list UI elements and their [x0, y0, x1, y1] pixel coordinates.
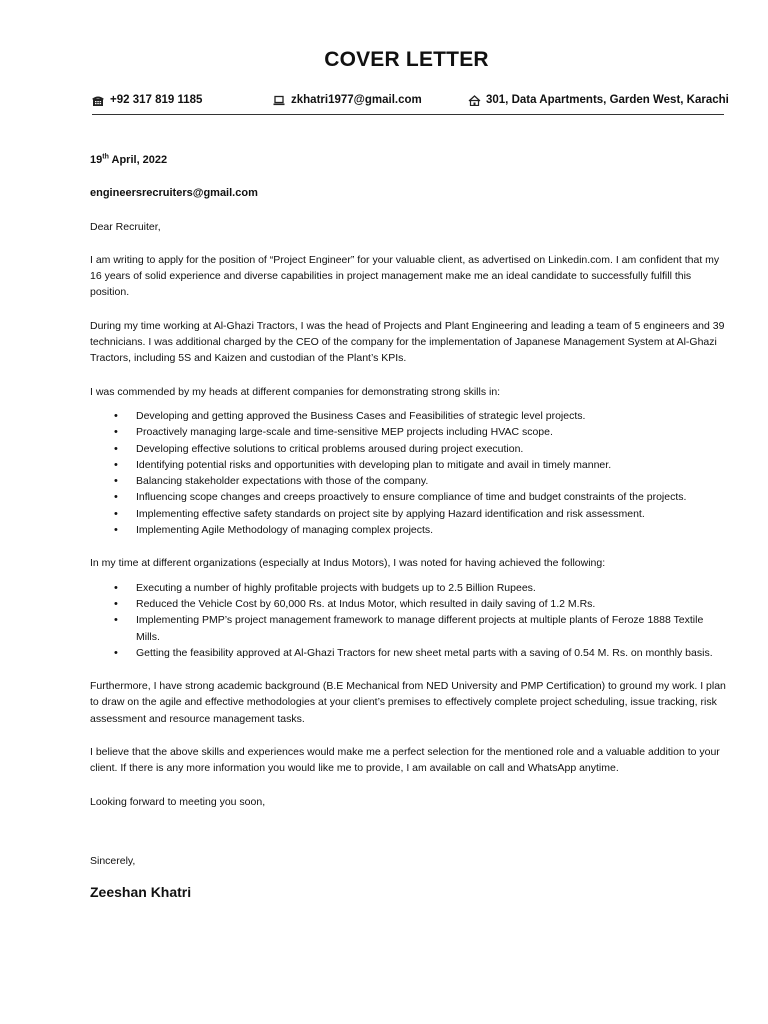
letter-date: [90, 152, 730, 168]
list-item: • Executing a number of highly profitable projects with budgets up to 2.5 Billion Rupees.: [90, 580, 730, 596]
list-item: • Reduced the Vehicle Cost by 60,000 Rs. at Indus Motor, which resulted in daily saving of 1.2 M.Rs.: [90, 596, 730, 612]
letter-body: [90, 152, 730, 901]
paragraph-intro: I am writing to apply for the position of “Project Engineer” for your valuable client, as advertised on Linkedin.com. I am confident that my 16 years of solid experience and diverse capabilities in project management make me an ideal candidate to successfully fulfill this position.: [90, 253, 720, 299]
list-item: • Implementing Agile Methodology of managing complex projects.: [90, 522, 730, 538]
sender-name: Zeeshan Khatri: [90, 884, 192, 901]
signature-space: [90, 827, 730, 853]
document-title: COVER LETTER: [324, 48, 489, 71]
paragraph-experience: During my time working at Al-Ghazi Tractors, I was the head of Projects and Plant Engineering and leading a team of 5 engineers and 39 technicians. I was additional charged by the CEO of the company for the implementation of Japanese Management System at Al-Ghazi Tractors, including 5S and Kaizen and custodian of the Plant’s KPIs.: [90, 319, 725, 365]
email-address: zkhatri1977@gmail.com: [291, 94, 422, 106]
list-item: • Implementing effective safety standards on project site by applying Hazard identification and risk assessment.: [90, 506, 730, 522]
paragraph-closing: I believe that the above skills and experiences would make me a perfect selection for the mentioned role and a valuable addition to your client. If there is any more information you would like me to provide, I am available on call and WhatsApp anytime.: [90, 746, 720, 775]
contact-address: [468, 94, 729, 106]
list-item: • Identifying potential risks and opportunities with developing plan to mitigate and avail in timely manner.: [90, 457, 730, 473]
paragraph-academic: Furthermore, I have strong academic background (B.E Mechanical from NED University and PMP Certification) to ground my work. I plan to draw on the agile and effective methodologies at your client’s premises to effectively complete project scheduling, issue tracking, risk assessment and resource management tasks.: [90, 680, 726, 725]
contact-phone: [92, 94, 202, 106]
contact-header: [92, 92, 729, 115]
salutation: Dear Recruiter,: [90, 220, 161, 233]
recipient-email: engineersrecruiters@gmail.com: [90, 187, 258, 200]
phone-icon: [92, 95, 104, 106]
home-icon: [468, 95, 480, 106]
contact-email: [273, 94, 422, 106]
list-item: • Getting the feasibility approved at Al-Ghazi Tractors for new sheet metal parts with a saving of 0.54 M. Rs. on monthly basis.: [90, 645, 730, 661]
laptop-icon: [273, 95, 285, 106]
achievements-list: [90, 580, 730, 661]
closing-line: Looking forward to meeting you soon,: [90, 795, 266, 808]
list-item: • Proactively managing large-scale and time-sensitive MEP projects including HVAC scope.: [90, 424, 730, 440]
paragraph-achievements-intro: In my time at different organizations (especially at Indus Motors), I was noted for having achieved the following:: [90, 557, 606, 570]
date-day: 19: [90, 154, 103, 166]
paragraph-skills-intro: I was commended by my heads at different companies for demonstrating strong skills in:: [90, 385, 501, 398]
date-month-year: April, 2022: [108, 154, 168, 166]
list-item: • Developing and getting approved the Business Cases and Feasibilities of strategic level projects.: [90, 408, 730, 424]
list-item: • Developing effective solutions to critical problems aroused during project execution.: [90, 441, 730, 457]
date-suffix: th: [102, 153, 109, 161]
list-item: • Implementing PMP’s project management framework to manage different projects at multiple plants of Feroze 1888 Textile Mills.: [90, 612, 730, 645]
street-address: 301, Data Apartments, Garden West, Karachi: [486, 94, 729, 106]
phone-number: +92 317 819 1185: [110, 94, 203, 106]
list-item: • Influencing scope changes and creeps proactively to ensure compliance of time and budget constraints of the projects.: [90, 489, 730, 505]
signoff: Sincerely,: [90, 854, 136, 867]
skills-list: [90, 408, 730, 538]
list-item: • Balancing stakeholder expectations with those of the company.: [90, 473, 730, 489]
